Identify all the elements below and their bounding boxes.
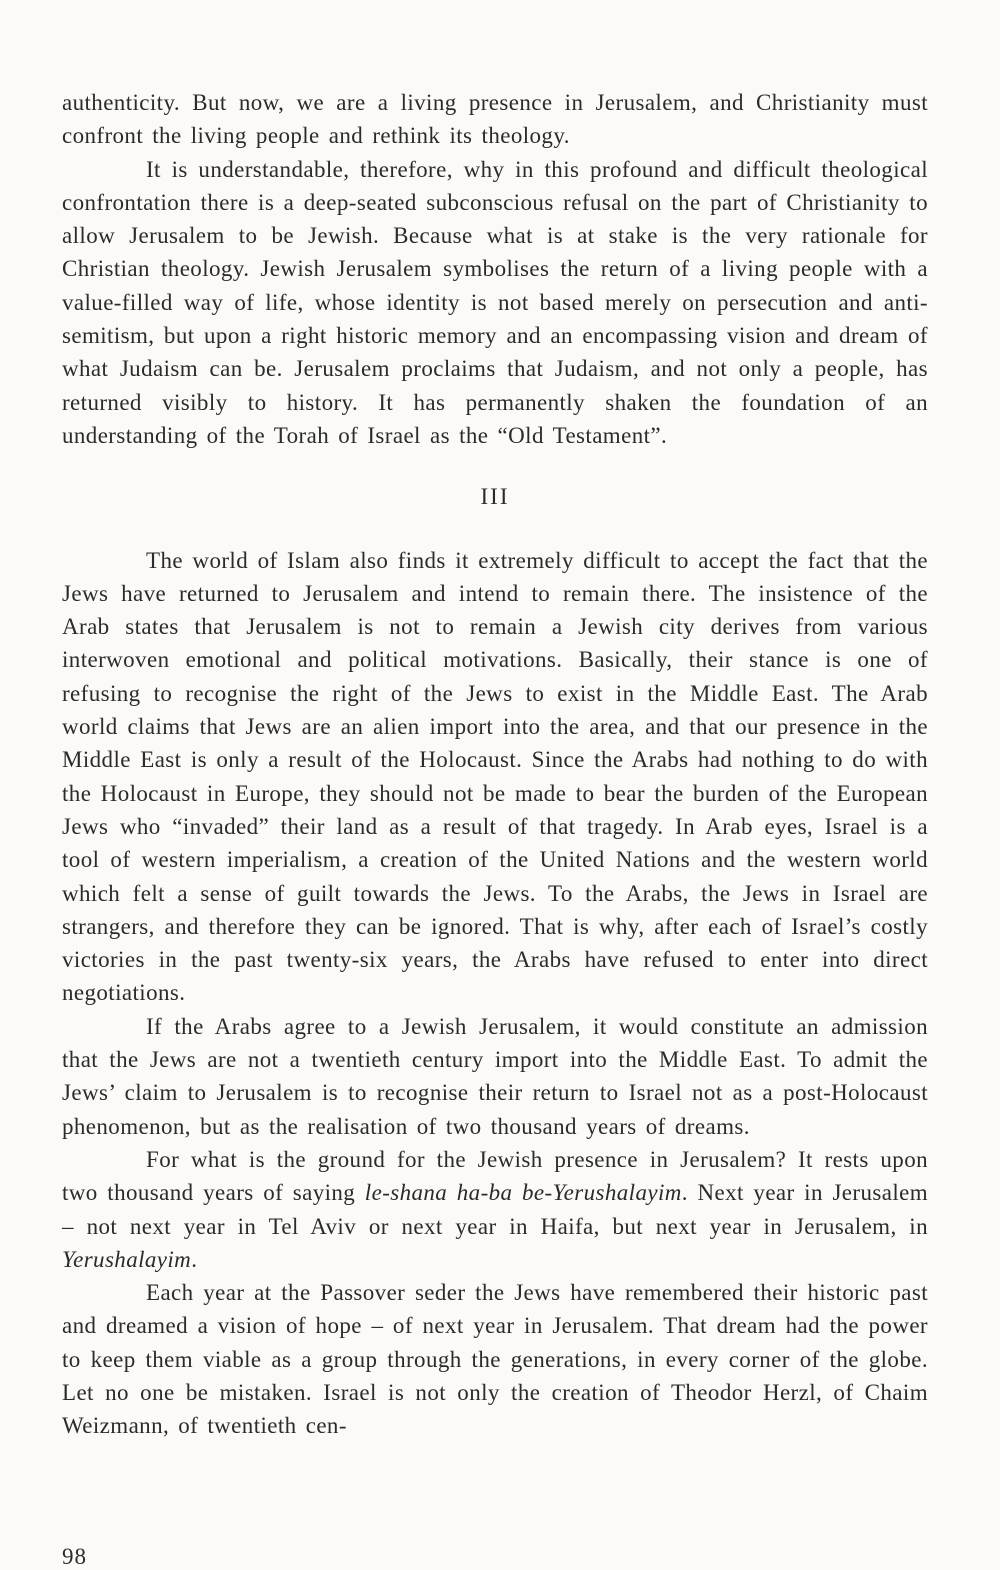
- hebrew-phrase-italic: le-shana ha-ba be-Yerushalayim: [364, 1180, 682, 1206]
- paragraph-6: Each year at the Passover seder the Jews have remembered their historic past and dreamed a vision of hope – of next year in Jerusalem. That dream had the power to keep them viable as a group through the generations, in every corner of the globe. Let no one be mistaken. Israel is not only the creation of Theodor Herzl, of Chaim Weizmann, of twentieth cen-: [62, 1280, 928, 1439]
- paragraph-5-text-2: . Next year in Jerusalem – not next year in Tel Aviv or next year in Haifa, but next year in Jerusalem, in: [62, 1180, 929, 1239]
- body-text: [62, 86, 928, 1443]
- yerushalayim-italic: Yerushalayim: [62, 1246, 192, 1272]
- paragraph-5: [62, 1143, 928, 1276]
- paragraph-3: The world of Islam also finds it extremely difficult to accept the fact that the Jews have returned to Jerusalem and intend to remain there. The insistence of the Arab states that Jerusalem is not to remain a Jewish city derives from various interwoven emotional and political motivations. Basically, their stance is one of refusing to recognise the right of the Jews to exist in the Middle East. The Arab world claims that Jews are an alien import into the area, and that our presence in the Middle East is only a result of the Holocaust. Since the Arabs had nothing to do with the Holocaust in Europe, they should not be made to bear the burden of the European Jews who “invaded” their land as a result of that tragedy. In Arab eyes, Israel is a tool of western imperialism, a creation of the United Nations and the western world which felt a sense of guilt towards the Jews. To the Arabs, the Jews in Israel are strangers, and therefore they can be ignored. That is why, after each of Israel’s costly victories in the past twenty-six years, the Arabs have refused to enter into direct negotiations.: [62, 547, 928, 1006]
- paragraph-5-text-3: .: [191, 1246, 198, 1272]
- paragraph-1: authenticity. But now, we are a living presence in Jerusalem, and Christianity must confront the living people and rethink its theology.: [62, 90, 928, 149]
- paragraph-5-text-1: For what is the ground for the Jewish presence in Jerusalem? It rests upon two thousand years of saying: [62, 1146, 928, 1206]
- paragraph-4: If the Arabs agree to a Jewish Jerusalem, it would constitute an admission that the Jews are not a twentieth century import into the Middle East. To admit the Jews’ claim to Jerusalem is to recognise their return to Israel not as a post-Holocaust phenomenon, but as the realisation of two thousand years of dreams.: [62, 1013, 928, 1139]
- section-heading: III: [480, 484, 510, 510]
- paragraph-2: It is understandable, therefore, why in this profound and difficult theological confrontation there is a deep-seated subconscious refusal on the part of Christianity to allow Jerusalem to be Jewish. Because what is at stake is the very rationale for Christian theology. Jewish Jerusalem symbolises the return of a living people with a value-filled way of life, whose identity is not based merely on persecution and anti-semitism, but upon a right historic memory and an encompassing vision and dream of what Judaism can be. Jerusalem proclaims that Judaism, and not only a people, has returned visibly to history. It has permanently shaken the foundation of an understanding of the Torah of Israel as the “Old Testament”.: [62, 156, 928, 448]
- page-number: 98: [62, 1544, 87, 1569]
